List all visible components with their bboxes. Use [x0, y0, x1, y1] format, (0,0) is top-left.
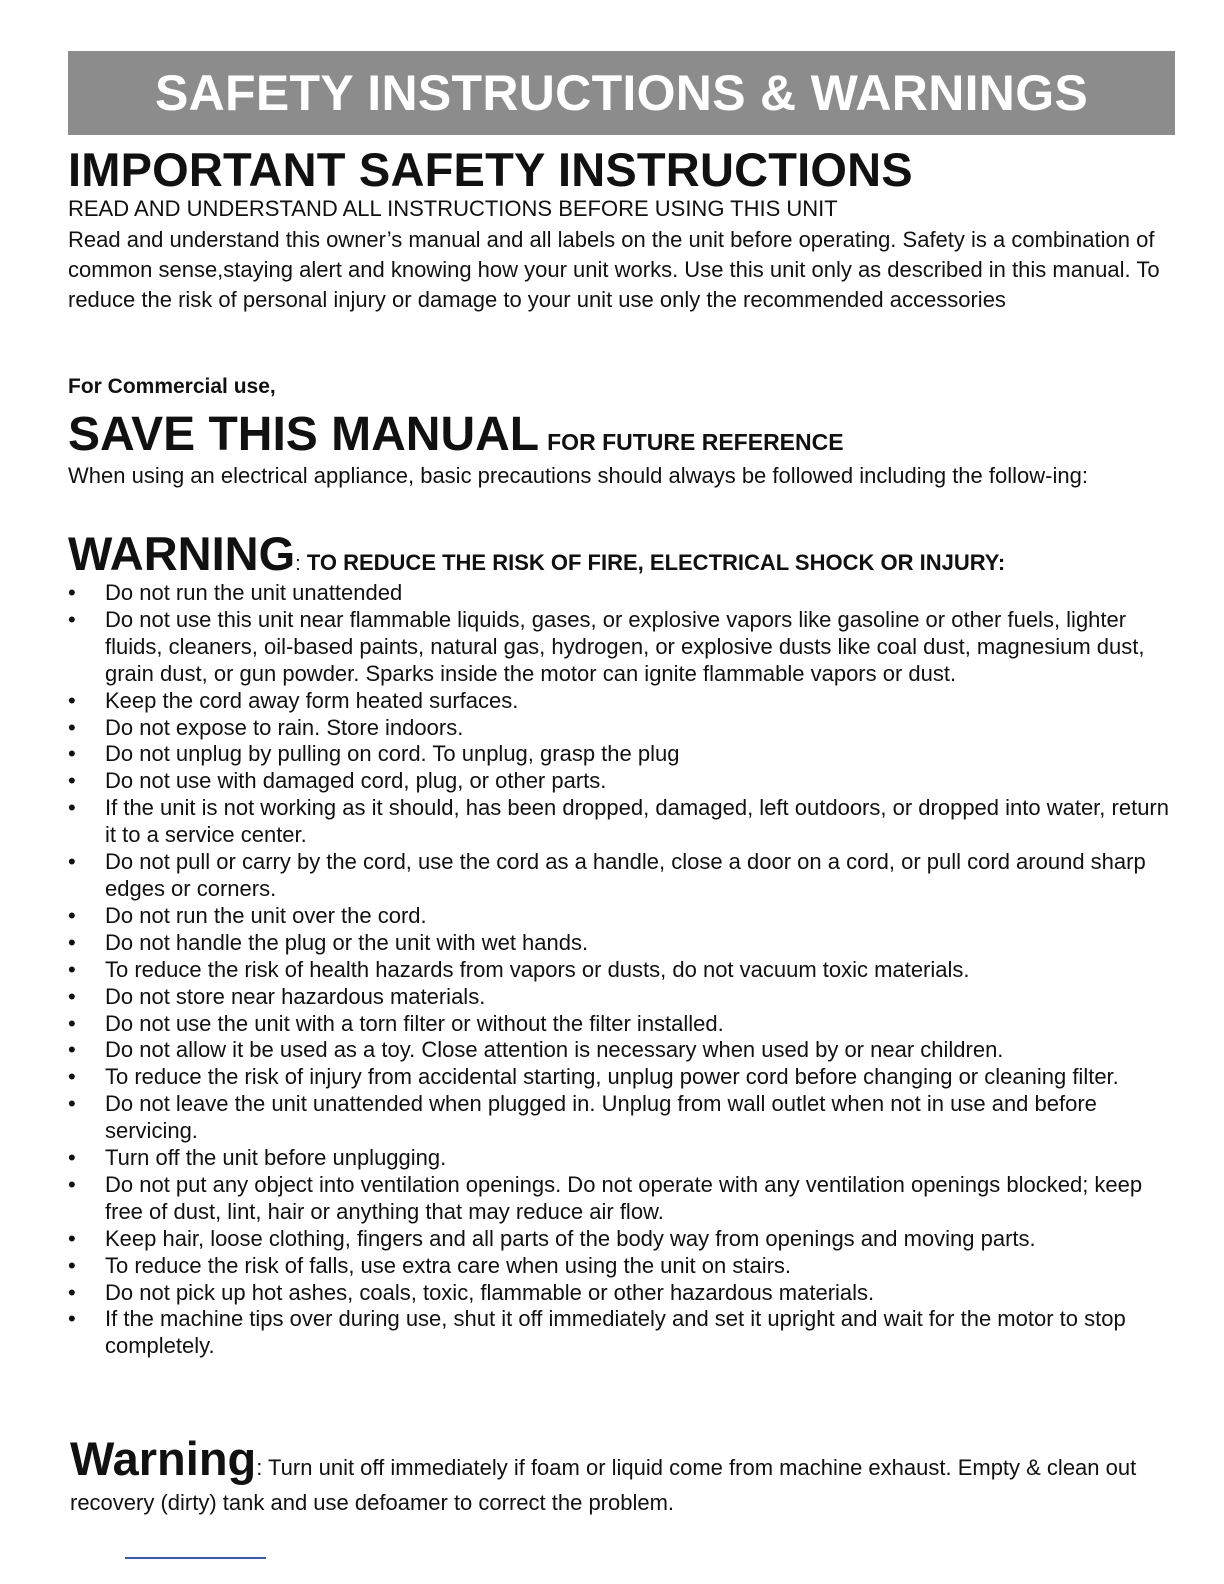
read-understand-subheading: READ AND UNDERSTAND ALL INSTRUCTIONS BEFORE USING THIS UNIT	[68, 196, 838, 221]
bullet-icon: •	[68, 956, 76, 982]
bullet-icon: •	[68, 1064, 76, 1090]
bullet-icon: •	[68, 768, 76, 794]
precaution-paragraph: When using an electrical appliance, basic precautions should always be followed including the follow-ing:	[68, 463, 1088, 488]
warning-item-text: Turn off the unit before unplugging.	[105, 1145, 447, 1171]
warning-item-text: Do not store near hazardous materials.	[105, 983, 486, 1009]
bullet-icon: •	[68, 849, 76, 875]
warning-list-item	[68, 768, 1180, 795]
warning-item-text: To reduce the risk of falls, use extra care when using the unit on stairs.	[105, 1252, 792, 1278]
bullet-icon: •	[68, 1037, 76, 1063]
warning-item-text: Do not use this unit near flammable liquids, gases, or explosive vapors like gasoline or other fuels, lighter fluids, cleaners, oil-based paints, natural gas, hydrogen, or explosive dusts like coal dust, magnesium dust, grain dust, or gun powder. Sparks inside the motor can ignite flammable vapors or dust.	[105, 606, 1145, 686]
warning-item-text: If the unit is not working as it should, has been dropped, damaged, left outdoors, or dropped into water, return it to a service center.	[105, 795, 1169, 848]
bullet-icon: •	[68, 1145, 76, 1171]
bullet-icon: •	[68, 1010, 76, 1036]
bullet-icon: •	[68, 1225, 76, 1251]
bullet-icon: •	[68, 902, 76, 928]
bullet-icon: •	[68, 606, 76, 632]
warning-title: WARNING	[68, 527, 296, 580]
bullet-icon: •	[68, 929, 76, 955]
warning-list-item	[68, 849, 1180, 903]
warning-list-item	[68, 1253, 1180, 1280]
final-warning-title: Warning	[70, 1432, 257, 1485]
important-heading: IMPORTANT SAFETY INSTRUCTIONS	[68, 143, 913, 196]
warning-item-text: Do not run the unit unattended	[105, 580, 403, 605]
warning-item-text: Do not use with damaged cord, plug, or other parts.	[105, 768, 607, 794]
warning-item-text: Do not pull or carry by the cord, use the cord as a handle, close a door on a cord, or pull cord around sharp edges or corners.	[105, 849, 1146, 901]
bullet-icon: •	[68, 1306, 76, 1332]
warning-item-text: Keep hair, loose clothing, fingers and all parts of the body way from openings and moving parts.	[105, 1225, 1036, 1251]
bullet-icon: •	[68, 983, 76, 1009]
save-manual-title: SAVE THIS MANUAL	[68, 408, 540, 461]
warning-item-text: Do not use the unit with a torn filter or without the filter installed.	[105, 1010, 724, 1036]
warning-list-item	[68, 1280, 1180, 1307]
warning-list-item	[68, 1064, 1180, 1091]
warning-item-text: Do not handle the plug or the unit with wet hands.	[105, 929, 589, 955]
warning-item-text: If the machine tips over during use, shut it off immediately and set it upright and wait for the motor to stop completely.	[105, 1306, 1126, 1359]
bullet-icon: •	[68, 687, 76, 713]
bullet-icon: •	[68, 1252, 76, 1278]
bullet-icon: •	[68, 1171, 76, 1197]
warning-list-item	[68, 715, 1180, 742]
warning-subtitle: TO REDUCE THE RISK OF FIRE, ELECTRICAL SHOCK OR INJURY:	[300, 550, 1006, 575]
warning-list	[68, 580, 1180, 1360]
warning-item-text: Do not unplug by pulling on cord. To unplug, grasp the plug	[105, 741, 680, 767]
bullet-icon: •	[68, 741, 76, 767]
section-banner: SAFETY INSTRUCTIONS & WARNINGS	[68, 51, 1175, 135]
warning-item-text: Do not leave the unit unattended when plugged in. Unplug from wall outlet when not in use and before servicing.	[105, 1091, 1097, 1144]
warning-list-item	[68, 607, 1180, 688]
warning-colon: :	[295, 553, 301, 575]
warning-list-item	[68, 1172, 1180, 1226]
warning-list-item	[68, 930, 1180, 957]
final-warning-text: : Turn unit off immediately if foam or liquid come from machine exhaust. Empty & clean out recovery (dirty) tank and use defoamer to correct the problem.	[70, 1455, 1137, 1515]
warning-item-text: Do not expose to rain. Store indoors.	[105, 714, 464, 740]
warning-list-item	[68, 1226, 1180, 1253]
bullet-icon: •	[68, 1279, 76, 1305]
warning-list-item	[68, 1091, 1180, 1145]
warning-item-text: Do not allow it be used as a toy. Close attention is necessary when used by or near children.	[105, 1037, 1004, 1063]
warning-list-item	[68, 1306, 1180, 1360]
bullet-icon: •	[68, 1091, 76, 1117]
warning-item-text: Keep the cord away form heated surfaces.	[105, 687, 519, 713]
warning-item-text: Do not put any object into ventilation openings. Do not operate with any ventilation openings blocked; keep free of dust, lint, hair or anything that may reduce air flow.	[105, 1171, 1143, 1224]
intro-paragraph: Read and understand this owner’s manual and all labels on the unit before operating. Safety is a combination of common sense,staying alert and knowing how your unit works. Use this unit only as described in this manual. To reduce the risk of personal injury or damage to your unit use only the recommended accessories	[68, 227, 1160, 312]
commercial-use-note: For Commercial use,	[68, 375, 276, 398]
final-warning	[70, 1430, 1170, 1518]
warning-list-item	[68, 984, 1180, 1011]
warning-list-item	[68, 1145, 1180, 1172]
warning-list-item	[68, 903, 1180, 930]
warning-list-item	[68, 688, 1180, 715]
warning-list-item	[68, 1037, 1180, 1064]
warning-list-item	[68, 1011, 1180, 1038]
footer-rule	[125, 1557, 266, 1559]
warning-list-item	[68, 580, 1180, 607]
warning-list-item	[68, 957, 1180, 984]
warning-item-text: Do not run the unit over the cord.	[105, 902, 427, 928]
bullet-icon: •	[68, 714, 76, 740]
warning-list-item	[68, 741, 1180, 768]
warning-item-text: To reduce the risk of injury from accidental starting, unplug power cord before changing or cleaning filter.	[105, 1064, 1119, 1090]
warning-item-text: To reduce the risk of health hazards from vapors or dusts, do not vacuum toxic materials.	[105, 956, 970, 982]
bullet-icon: •	[68, 795, 76, 821]
bullet-icon: •	[68, 580, 76, 605]
warning-list-item	[68, 795, 1180, 849]
save-manual-subtitle: FOR FUTURE REFERENCE	[547, 429, 844, 455]
warning-item-text: Do not pick up hot ashes, coals, toxic, flammable or other hazardous materials.	[105, 1279, 875, 1305]
